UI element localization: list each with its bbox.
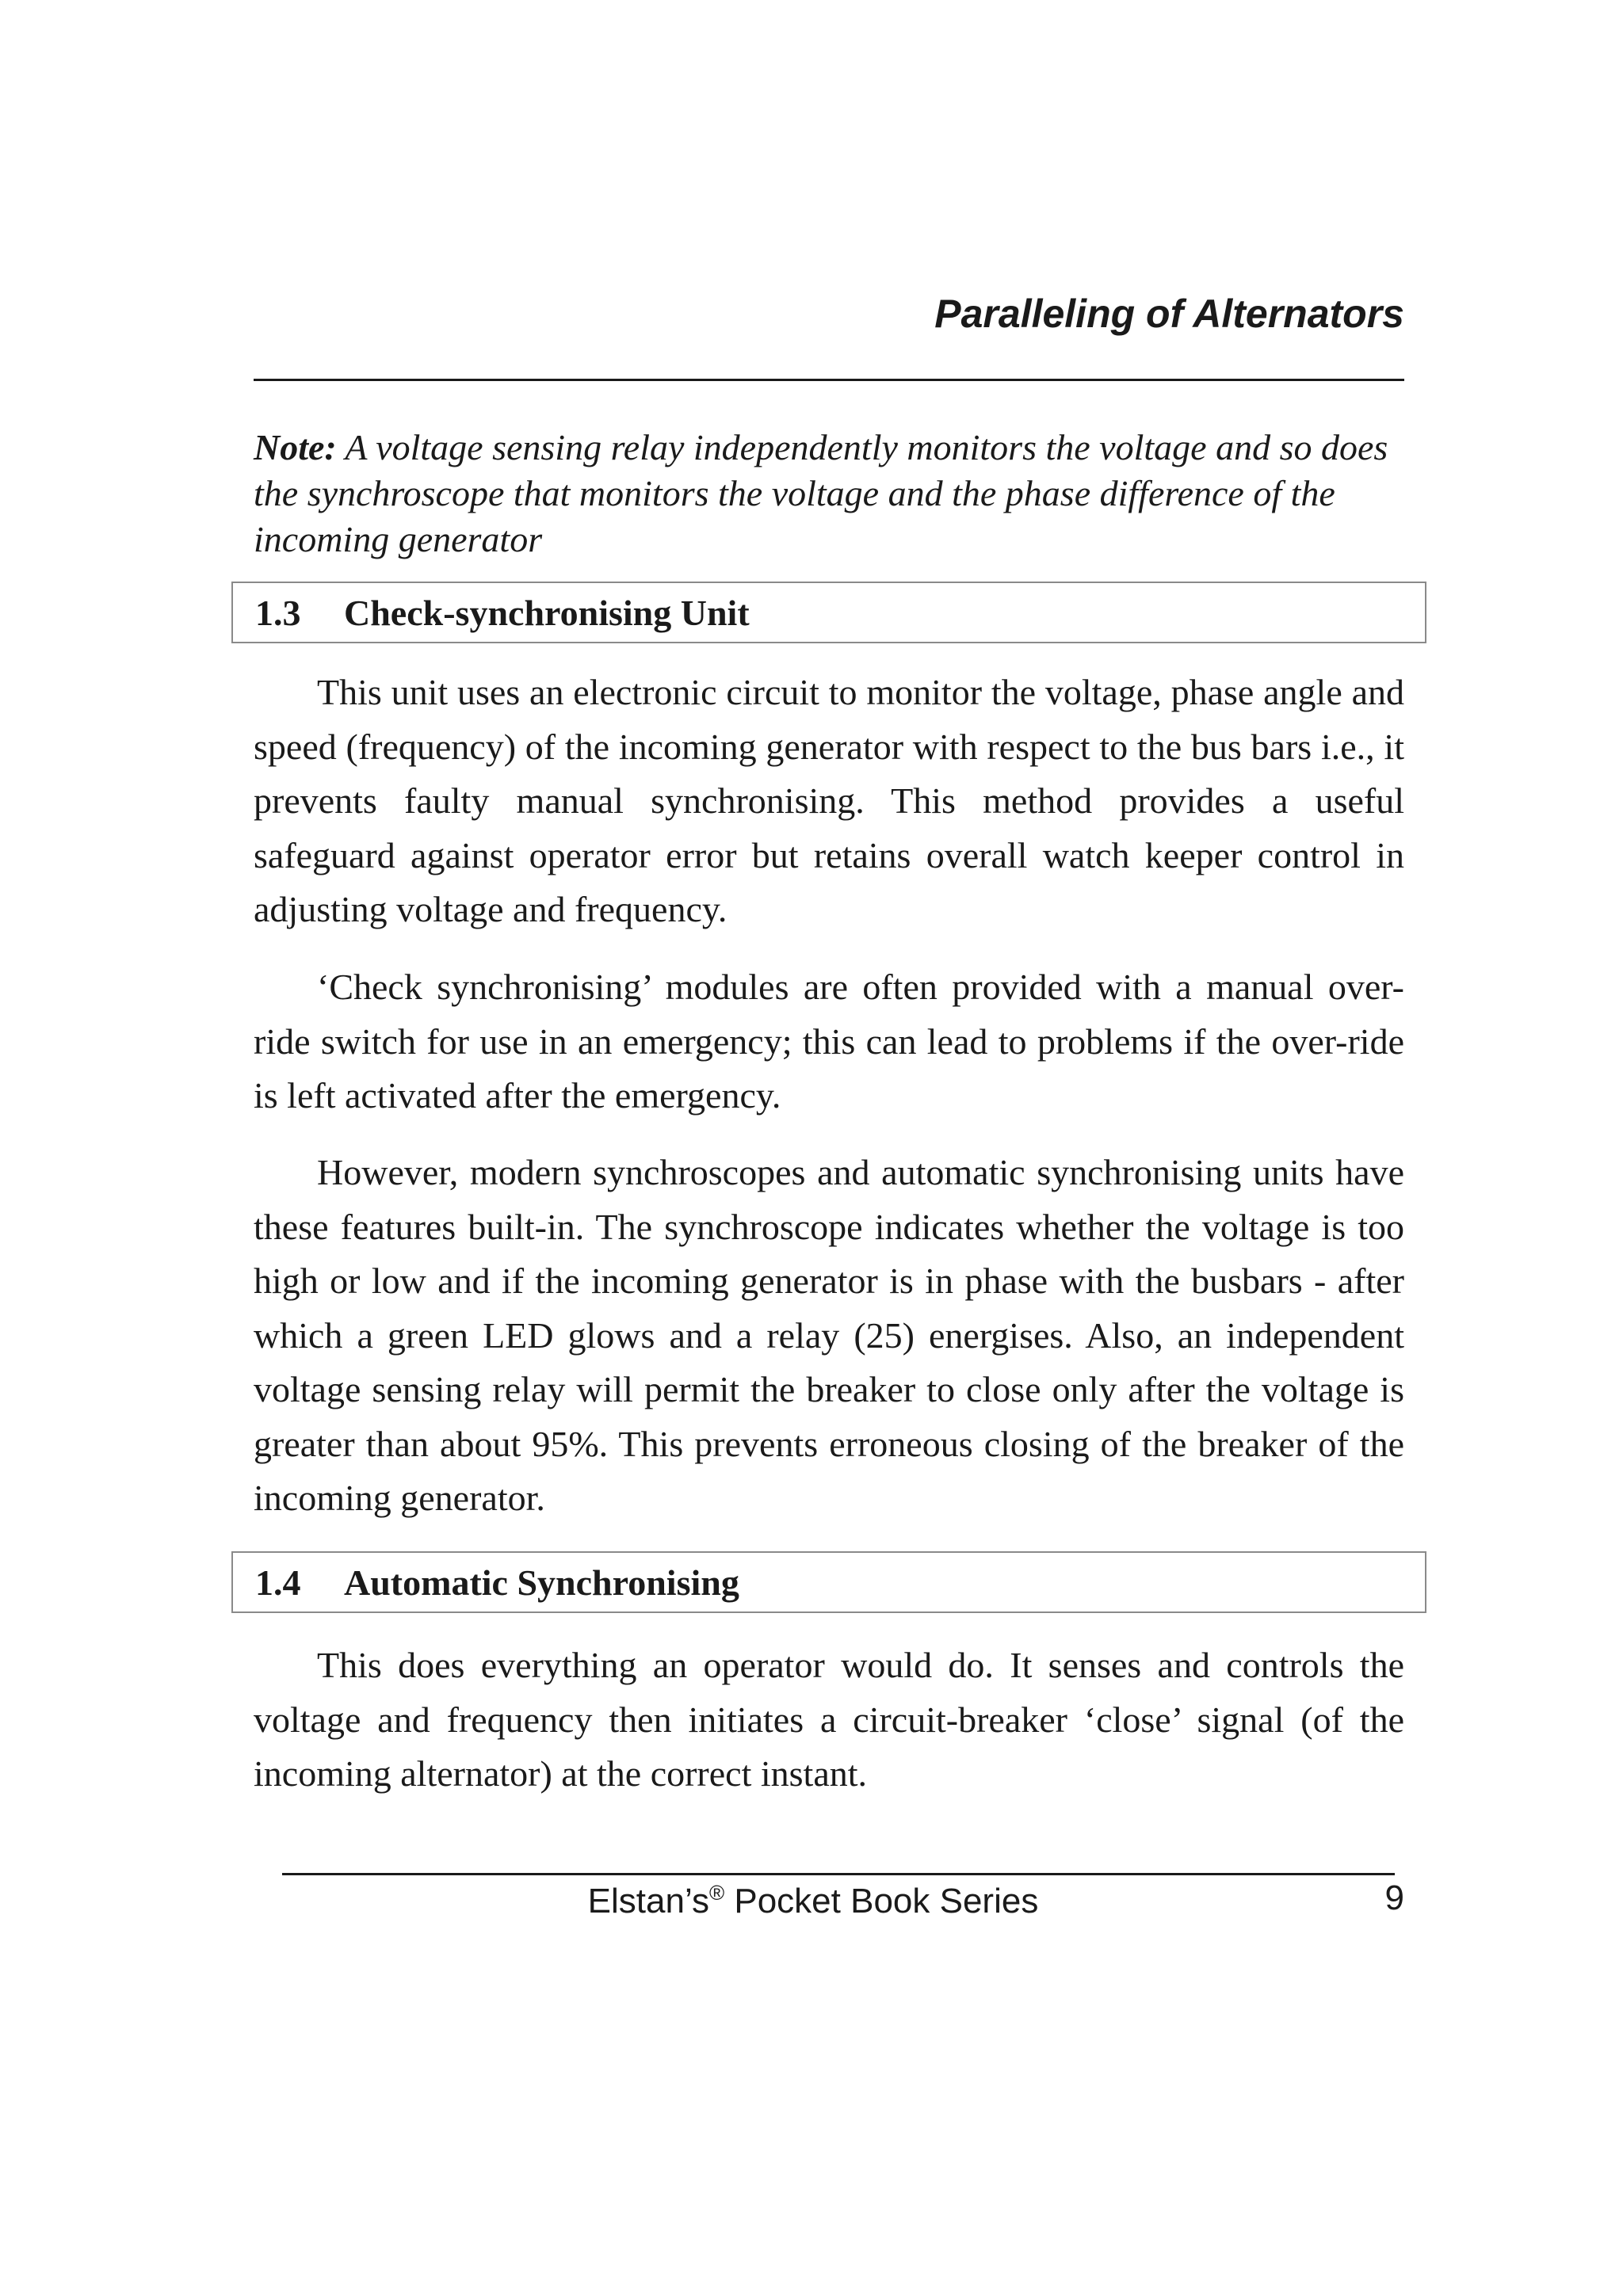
section-heading-1-3 [231,582,1426,643]
section-title: Check-synchronising Unit [344,592,750,633]
page-number: 9 [1384,1878,1404,1917]
paragraph-check-sync-intro: This unit uses an electronic circuit to monitor the voltage, phase angle and speed (frequency) of the incoming generator with respect to the bus bars i.e., it prevents faulty manual synchronising. This method provides a useful safeguard against operator error but retains overall watch keeper control in adjusting voltage and frequency. [254,672,1404,929]
footer-series-suffix: Pocket Book Series [734,1882,1039,1920]
registered-mark: ® [708,1881,725,1905]
section-number: 1.3 [255,592,301,633]
running-head-title: Paralleling of Alternators [934,292,1404,336]
note-text: A voltage sensing relay independently monitors the voltage and so does the synchroscope that monitors the voltage and the phase difference of the incoming generator [254,427,1388,559]
paragraph-automatic-sync: This does everything an operator would do. It senses and controls the voltage and frequency then initiates a circuit-breaker ‘close’ signal (of the incoming alternator) at the correct instant. [254,1645,1404,1794]
footer-series-name: Elstan’s [587,1882,709,1920]
section-heading-1-4 [231,1551,1426,1613]
section-number: 1.4 [255,1562,301,1603]
note-block [254,425,1404,563]
paragraph-override-switch: ‘Check synchronising’ modules are often provided with a manual over-ride switch for use in an emergency; this can lead to problems if the over-ride is left activated after the emergency. [254,967,1404,1116]
note-label: Note: [254,427,337,467]
footer-rule [282,1873,1395,1875]
footer-series-title [282,1878,1344,1929]
header-rule [254,379,1404,381]
section-title: Automatic Synchronising [344,1562,739,1603]
paragraph-modern-synchroscopes: However, modern synchroscopes and automatic synchronising units have these features built-in. The synchroscope indicates whether the voltage is too high or low and if the incoming generator is in phase with the busbars - after which a green LED glows and a relay (25) energises. Also, an independent voltage sensing relay will permit the breaker to close only after the voltage is greater than about 95%. This prevents erroneous closing of the breaker of the incoming generator. [254,1152,1404,1518]
